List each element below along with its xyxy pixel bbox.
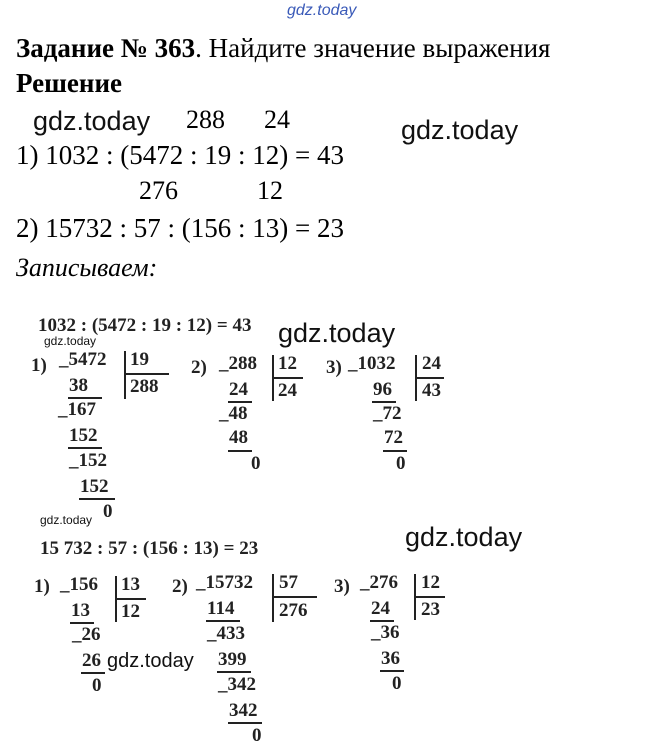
dividend: _1032 [348,353,396,374]
step: 0 [92,675,102,696]
step: 26 [82,650,101,671]
watermark: gdz.today [405,522,523,552]
step: 13 [71,600,90,621]
divisor: 24 [422,353,441,374]
step: _167 [58,399,96,420]
division-number: 2) [191,357,207,378]
dividend: _15732 [196,572,253,593]
division-number: 3) [326,357,342,378]
division-number: 2) [172,576,188,597]
step: _433 [207,623,245,644]
watermark: gdz.today [33,106,151,136]
task-heading [16,33,550,64]
watermark: gdz.today [287,2,357,19]
step: 0 [396,453,406,474]
quotient: 24 [278,380,297,401]
watermark: gdz.today [44,334,97,348]
line2-over-b: 12 [257,176,283,205]
step: 114 [207,598,235,619]
quotient: 276 [279,600,308,621]
dividend: _5472 [59,349,107,370]
divisor: 13 [121,574,140,595]
block1-expression: 1032 : (5472 : 19 : 12) = 43 [38,315,252,336]
divisor: 19 [130,349,149,370]
quotient: 288 [130,376,159,397]
line1-over-b: 24 [264,105,290,134]
step: 48 [229,427,248,448]
divisor: 57 [279,572,298,593]
solution-line-2: 2) 15732 : 57 : (156 : 13) = 23 [16,213,344,243]
dividend: _288 [219,353,257,374]
step: 152 [69,425,98,446]
division-number: 1) [34,576,50,597]
step: _48 [219,403,248,424]
step: 0 [103,501,113,522]
dividend: _156 [60,574,98,595]
step: _36 [371,622,400,643]
dividend: _276 [360,572,398,593]
watermark: gdz.today [40,513,93,527]
line1-over-a: 288 [186,105,225,134]
step: 0 [252,725,262,746]
quotient: 43 [422,380,441,401]
step: 152 [80,476,109,497]
divisor: 12 [278,353,297,374]
block2-expression: 15 732 : 57 : (156 : 13) = 23 [40,538,259,559]
step: 96 [373,379,392,400]
step: 38 [69,375,88,396]
watermark: gdz.today [401,115,519,145]
step: 24 [229,379,248,400]
divisor: 12 [421,572,440,593]
solution-label: Решение [16,68,122,98]
quotient: 23 [421,599,440,620]
step: 399 [218,649,247,670]
step: 36 [381,648,400,669]
step: 342 [229,700,258,721]
step: 72 [384,427,403,448]
write-label: Записываем: [16,253,158,282]
watermark: gdz.today [278,318,396,348]
step: _72 [373,403,402,424]
line2-over-a: 276 [139,176,178,205]
division-number: 1) [31,355,47,376]
step: 24 [371,598,390,619]
task-text: . Найдите значение выражения [195,33,551,63]
solution-line-1: 1) 1032 : (5472 : 19 : 12) = 43 [16,140,344,170]
task-label: Задание № 363 [16,33,196,63]
step: _342 [218,674,256,695]
step: 0 [251,453,261,474]
step: 0 [392,673,402,694]
quotient: 12 [121,601,140,622]
division-number: 3) [334,576,350,597]
step: _152 [69,450,107,471]
step: _26 [72,624,101,645]
watermark: gdz.today [107,650,194,672]
